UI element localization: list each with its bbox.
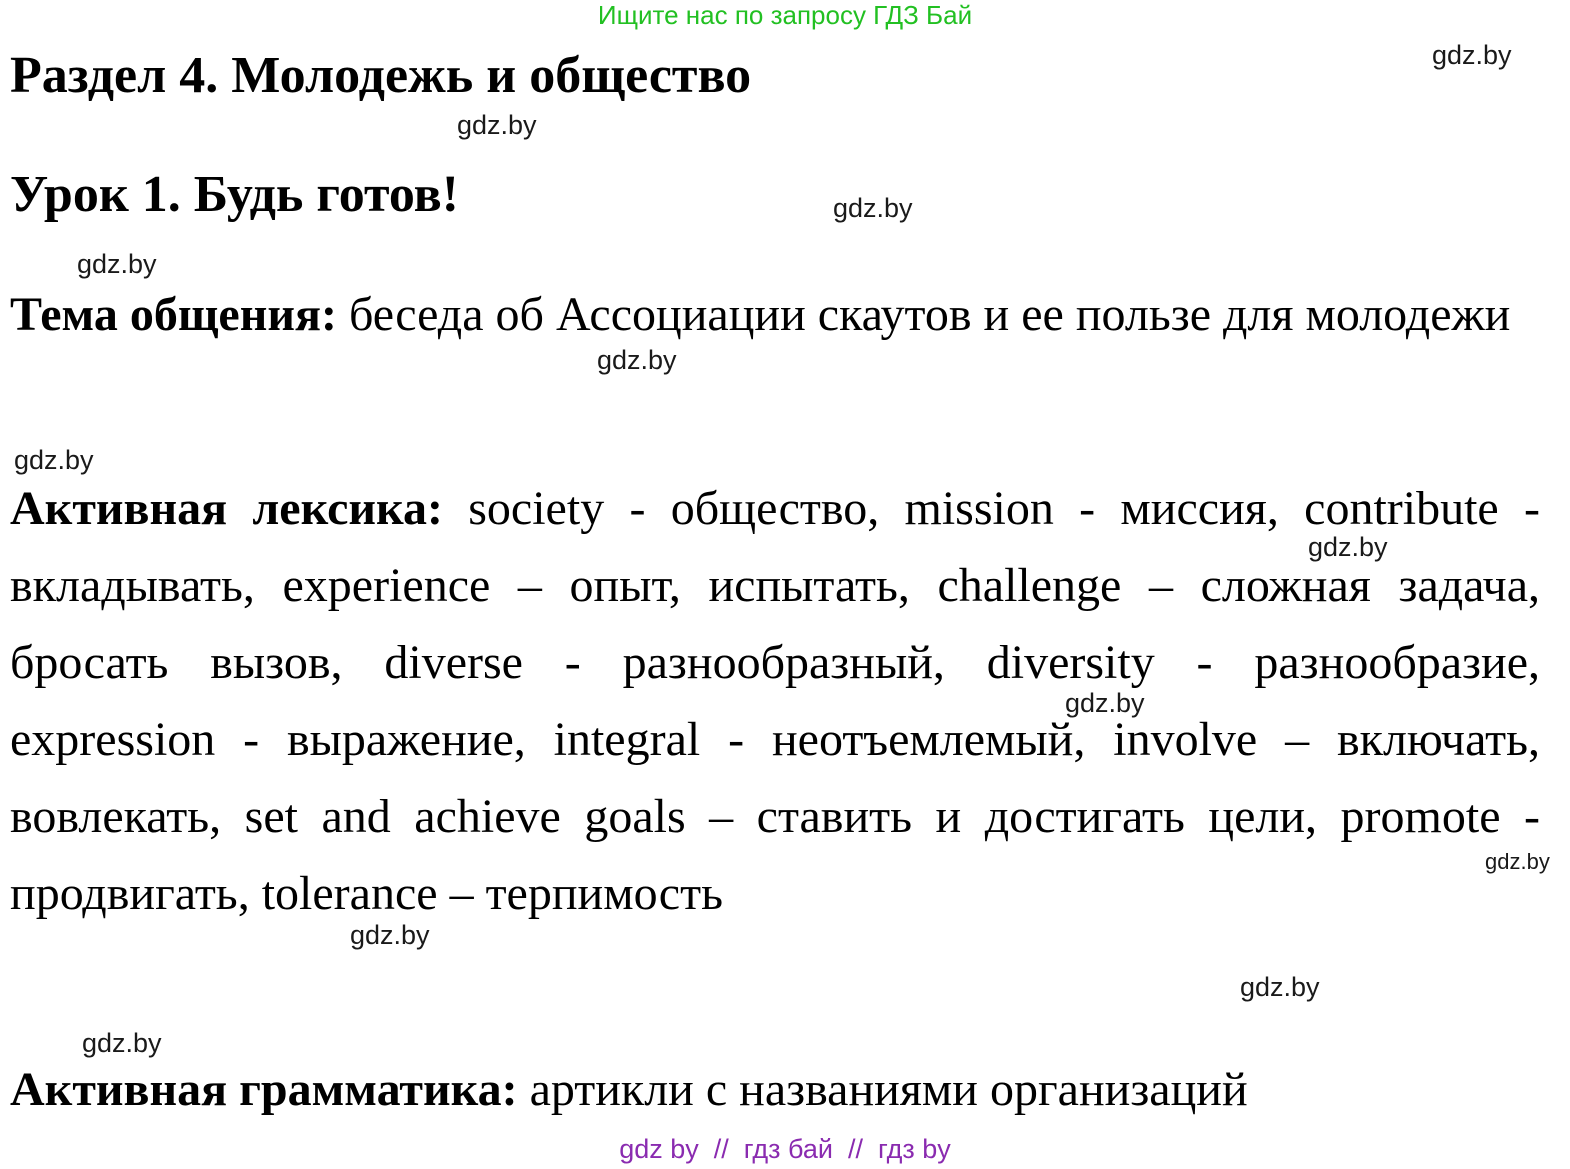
watermark: gdz.by <box>1432 40 1512 70</box>
watermark: gdz.by <box>1065 688 1145 718</box>
watermark: gdz.by <box>1240 972 1320 1002</box>
watermark: gdz.by <box>597 345 677 375</box>
watermark: gdz.by <box>833 193 913 223</box>
lexicon-text: society - общество, mission - миссия, contribute - вкладывать, experience – опыт, испытать, challenge – сложная задача, бросать вызов, diverse - разнообразный, diversity - разнообразие, expression - выражение, integral - неотъемлемый, involve – включать, вовлекать, set and achieve goals – ставить и достигать цели, promote - продвигать, tolerance – терпимость <box>10 482 1540 920</box>
topic-label: Тема общения: <box>10 288 337 341</box>
footer-watermark: gdz by // гдз бай // гдз by <box>619 1134 951 1164</box>
watermark: gdz.by <box>1308 532 1388 562</box>
topic-paragraph <box>10 276 1540 353</box>
lexicon-label: Активная лексика: <box>10 482 443 535</box>
section-title: Раздел 4. Молодежь и общество <box>10 47 752 104</box>
watermark: gdz.by <box>457 110 537 140</box>
top-search-hint[interactable]: Ищите нас по запросу ГДЗ Бай <box>597 0 973 30</box>
topic-text: беседа об Ассоциации скаутов и ее пользе для молодежи <box>348 288 1511 341</box>
grammar-label: Активная грамматика: <box>10 1063 518 1116</box>
watermark: gdz.by <box>1485 849 1550 874</box>
watermark: gdz.by <box>14 445 94 475</box>
watermark: gdz.by <box>77 249 157 279</box>
watermark: gdz.by <box>350 920 430 950</box>
watermark: gdz.by <box>82 1028 162 1058</box>
grammar-text: артикли с названиями организаций <box>529 1063 1248 1116</box>
grammar-paragraph <box>10 1050 1540 1130</box>
lesson-title: Урок 1. Будь готов! <box>10 166 459 223</box>
